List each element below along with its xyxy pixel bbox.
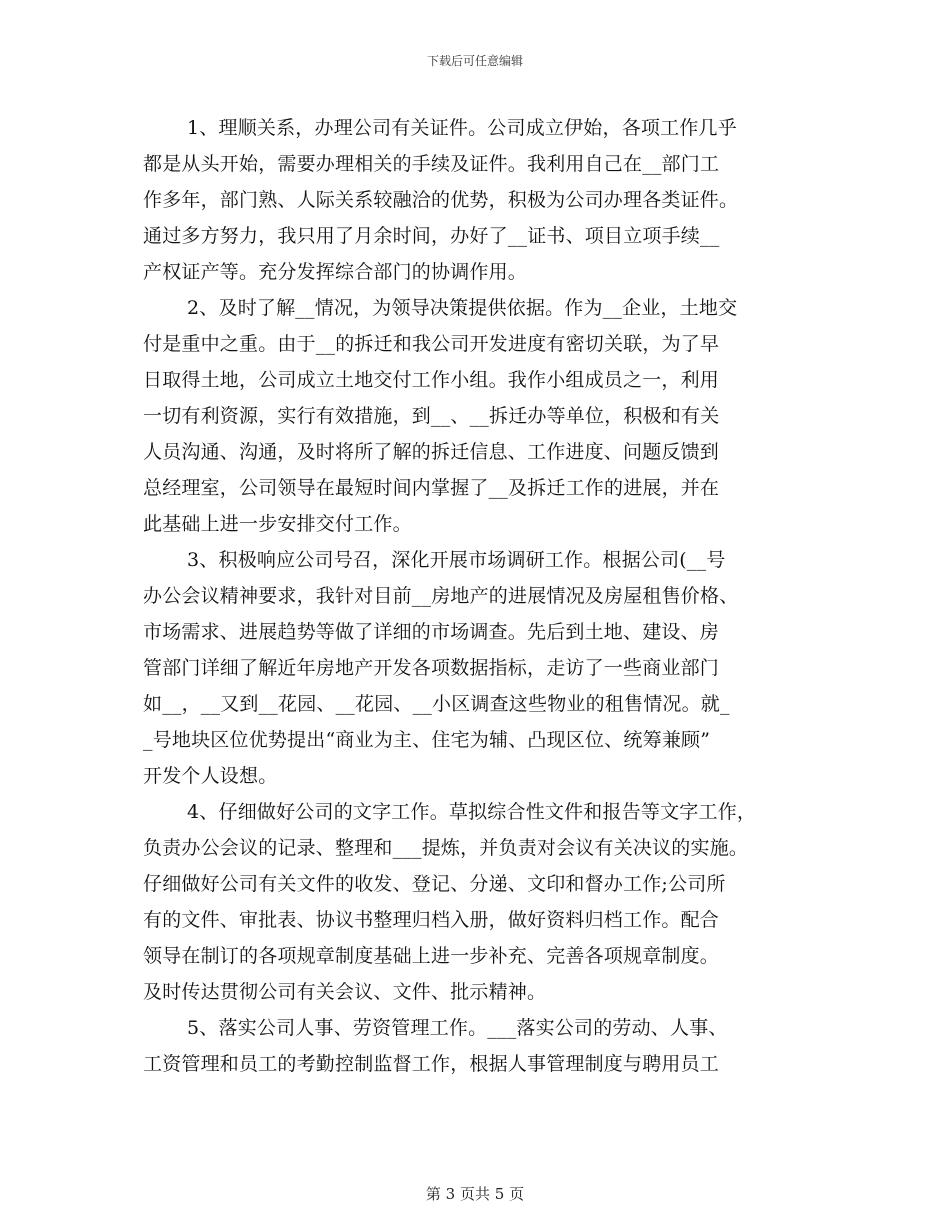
text-line: 1、理顺关系，办理公司有关证件。公司成立伊始，各项工作几乎	[187, 117, 737, 139]
text-line: 开发个人设想。	[143, 765, 278, 787]
text-line: 产权证产等。充分发挥综合部门的协调作用。	[143, 261, 528, 283]
text-line: 总经理室，公司领导在最短时间内掌握了__及拆迁工作的进展，并在	[143, 477, 720, 499]
text-line: 如__，__又到__花园、__花园、__小区调查这些物业的租售情况。就_	[143, 693, 730, 715]
text-line: 都是从头开始，需要办理相关的手续及证件。我利用自己在__部门工	[143, 153, 720, 175]
text-line: 作多年，部门熟、人际关系较融洽的优势，积极为公司办理各类证件。	[143, 189, 739, 211]
page-header: 下载后可任意编辑	[426, 54, 523, 68]
page-number: 第 3 页共 5 页	[425, 1185, 525, 1203]
paragraph-2	[143, 290, 807, 542]
text-line: 3、积极响应公司号召，深化开展市场调研工作。根据公司(__号	[187, 549, 726, 571]
text-line: 人员沟通、沟通，及时将所了解的拆迁信息、工作进度、问题反馈到	[143, 441, 720, 463]
text-line: 5、落实公司人事、劳资管理工作。___落实公司的劳动、人事、	[187, 1017, 728, 1039]
paragraph-3	[143, 542, 807, 794]
document-body	[143, 110, 807, 1082]
text-line: 有的文件、审批表、协议书整理归档入册，做好资料归档工作。配合	[143, 909, 720, 931]
text-line: 市场需求、进展趋势等做了详细的市场调查。先后到土地、建设、房	[143, 621, 720, 643]
text-line: 工资管理和员工的考勤控制监督工作，根据人事管理制度与聘用员工	[143, 1053, 720, 1075]
paragraph-4	[143, 794, 807, 1010]
text-line: 领导在制订的各项规章制度基础上进一步补充、完善各项规章制度。	[143, 945, 720, 967]
text-line: 一切有利资源，实行有效措施，到__、__拆迁办等单位，积极和有关	[143, 405, 720, 427]
text-line: 此基础上进一步安排交付工作。	[143, 513, 412, 535]
text-line: 日取得土地，公司成立土地交付工作小组。我作小组成员之一，利用	[143, 369, 720, 391]
text-line: 负责办公会议的记录、整理和___提炼，并负责对会议有关决议的实施。	[143, 837, 749, 859]
text-line: 付是重中之重。由于__的拆迁和我公司开发进度有密切关联，为了早	[143, 333, 720, 355]
text-line: 管部门详细了解近年房地产开发各项数据指标，走访了一些商业部门	[143, 657, 720, 679]
text-line: 通过多方努力，我只用了月余时间，办好了__证书、项目立项手续__	[143, 225, 720, 247]
paragraph-1	[143, 110, 807, 290]
text-line: 仔细做好公司有关文件的收发、登记、分递、文印和督办工作;公司所	[143, 873, 726, 895]
text-line: 2、及时了解__情况，为领导决策提供依据。作为__企业，土地交	[187, 297, 738, 319]
text-line: 办公会议精神要求，我针对目前__房地产的进展情况及房屋租售价格、	[143, 585, 739, 607]
text-line: 4、仔细做好公司的文字工作。草拟综合性文件和报告等文字工作，	[187, 801, 757, 823]
paragraph-5	[143, 1010, 807, 1082]
text-line: 及时传达贯彻公司有关会议、文件、批示精神。	[143, 981, 547, 1003]
text-line: _号地块区位优势提出“商业为主、住宅为辅、凸现区位、统筹兼顾”	[143, 729, 711, 751]
